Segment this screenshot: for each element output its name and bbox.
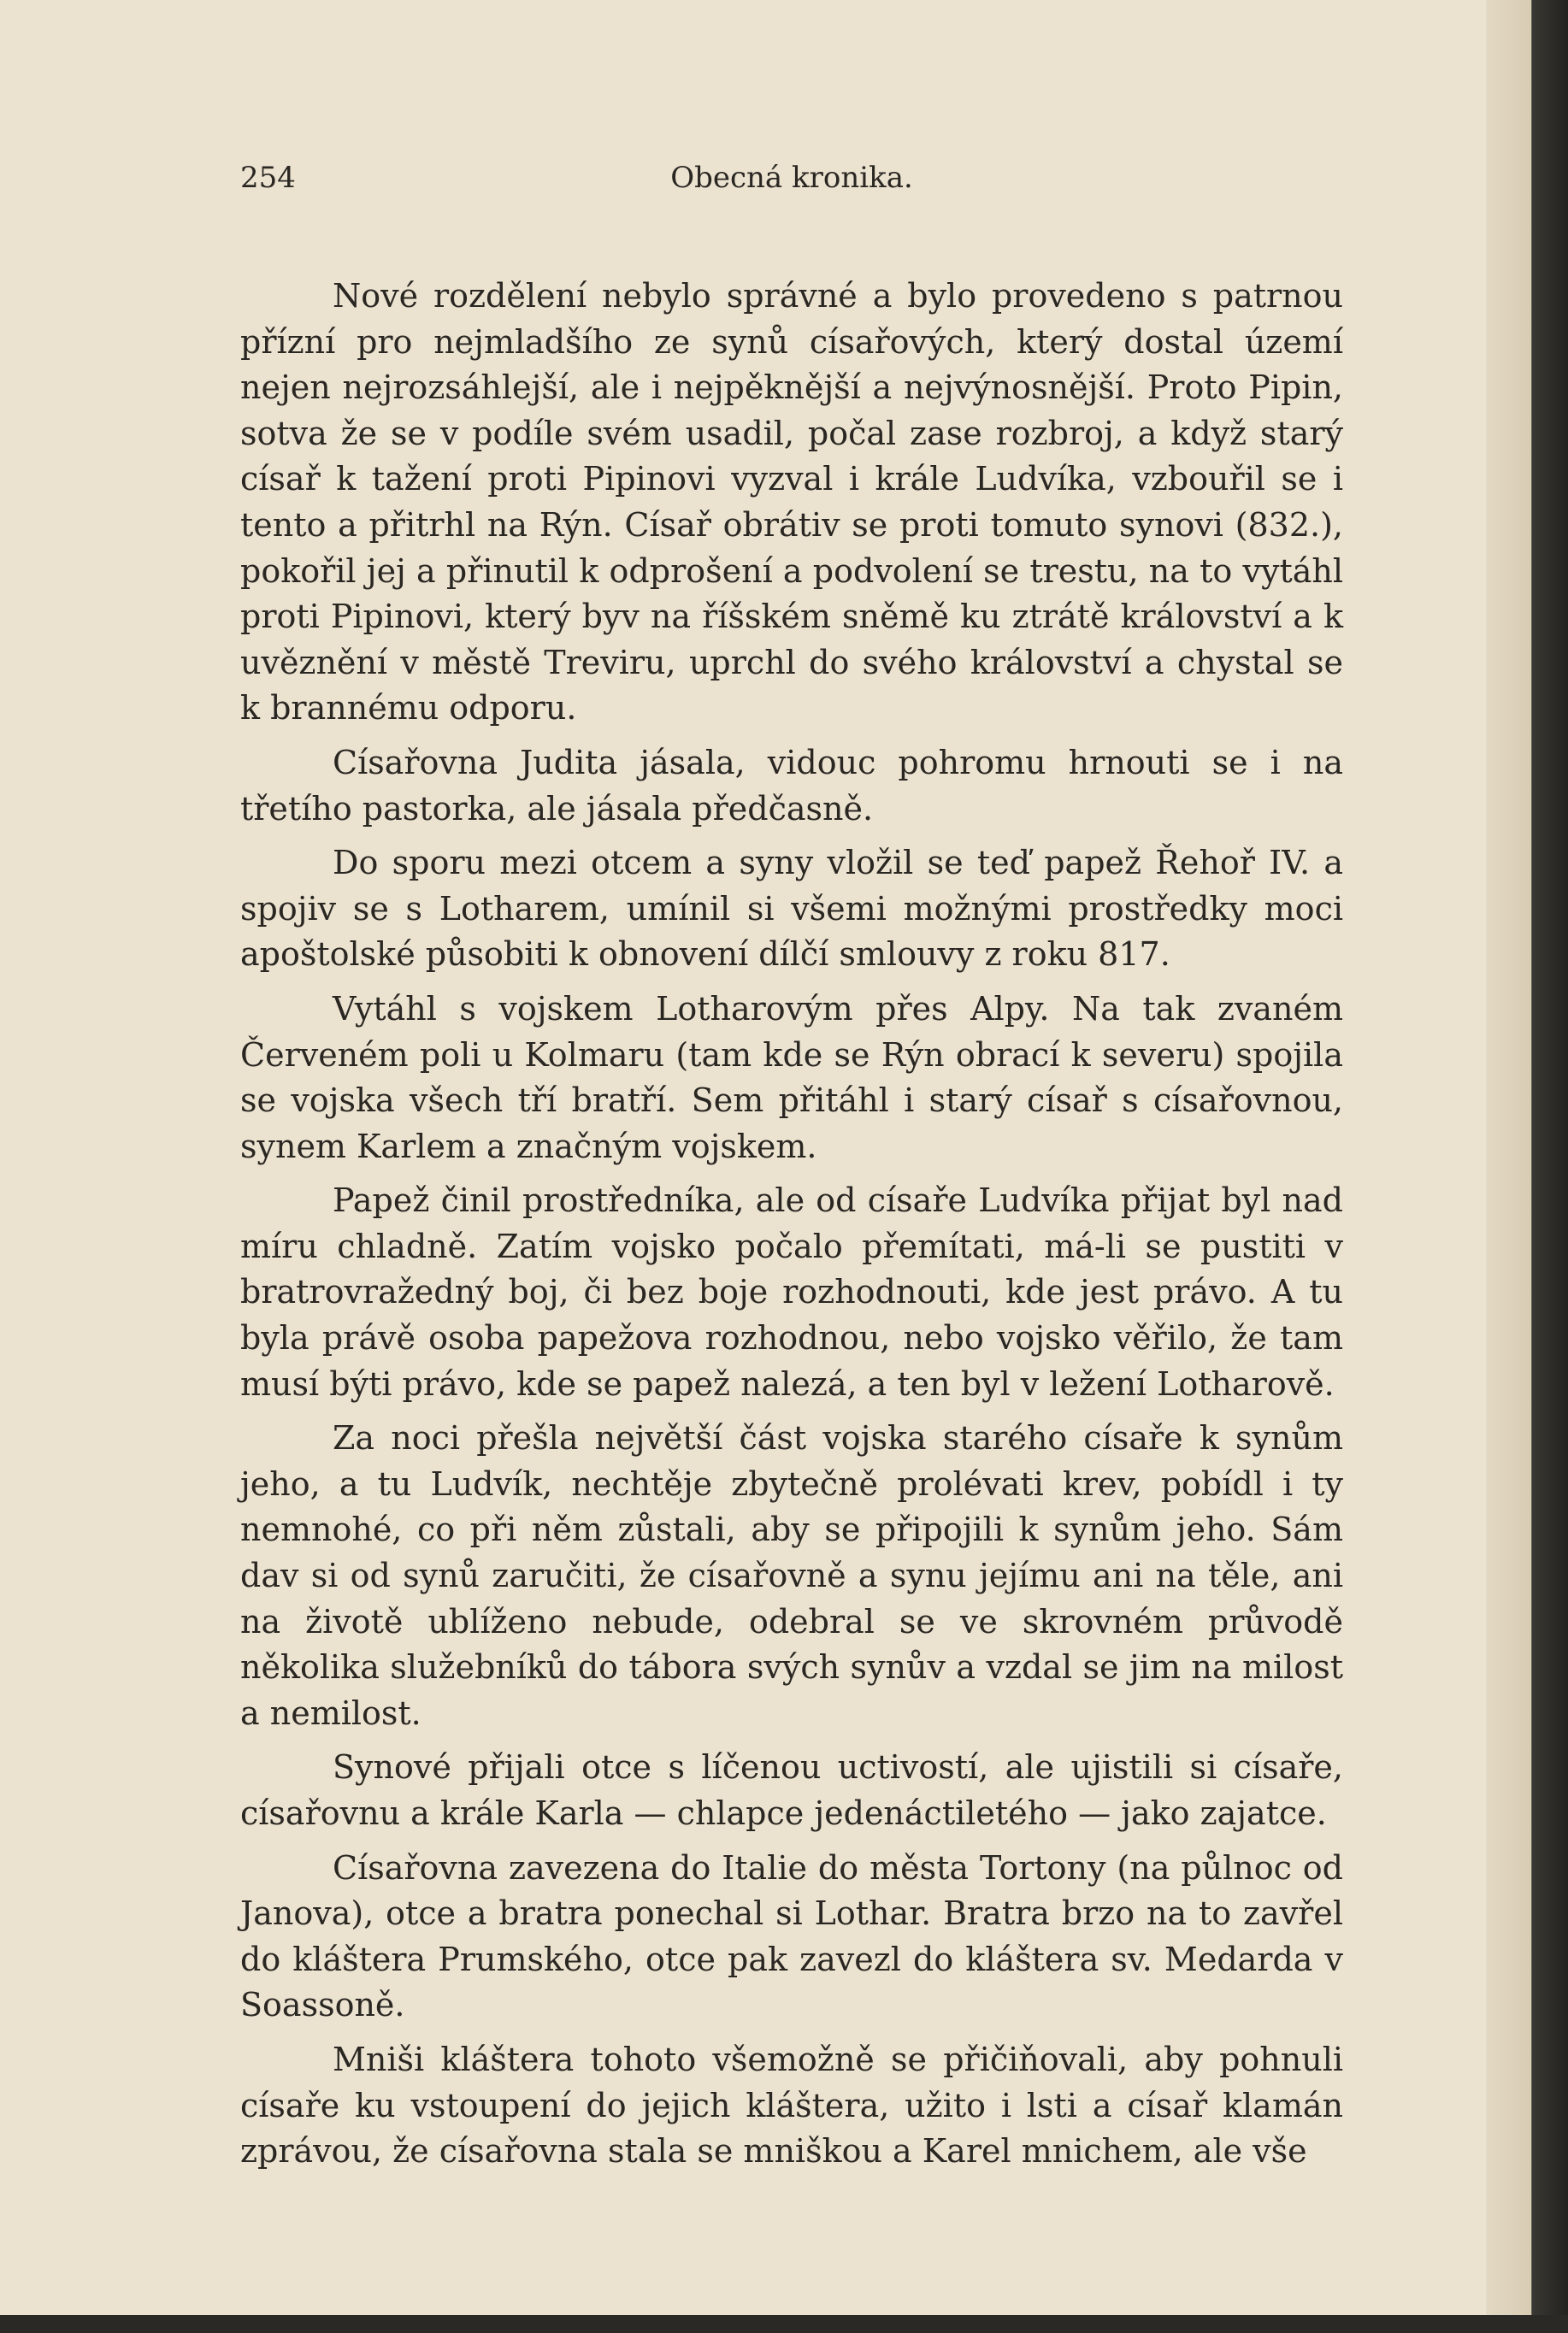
text-block xyxy=(240,152,1343,2175)
paragraph: Za noci přešla největší část vojska starého císaře k synům jeho, a tu Ludvík, nechtěje zbytečně prolévati krev, pobídl i ty nemnohé, co při něm zůstali, aby se připojili k synům jeho. Sám dav si od synů zaručiti, že císařovně a synu jejímu ani na těle, ani na životě ublíženo nebude, odebral se ve skrovném průvodě několika služebníků do tábora svých synův a vzdal se jim na milost a nemilost. xyxy=(240,1419,1343,1732)
page-number: 254 xyxy=(240,161,296,195)
paragraph: Nové rozdělení nebylo správné a bylo provedeno s patrnou přízní pro nejmladšího ze synů císařových, který dostal území nejen nejrozsáhlejší, ale i nejpěknější a nejvýnosnější. Proto Pipin, sotva že se v podíle svém usadil, počal zase rozbroj, a když starý císař k tažení proti Pipinovi vyzval i krále Ludvíka, vzbouřil se i tento a přitrhl na Rýn. Císař obrátiv se proti tomuto synovi (832.), pokořil jej a přinutil k odprošení a podvolení se trestu, na to vytáhl proti Pipinovi, který byv na říšském sněmě ku ztrátě království a k uvěznění v městě Treviru, uprchl do svého království a chystal se k brannému odporu. xyxy=(240,277,1343,728)
body-text xyxy=(240,274,1343,2175)
paragraph: Vytáhl s vojskem Lotharovým přes Alpy. Na tak zvaném Červeném poli u Kolmaru (tam kde se Rýn obrací k severu) spojila se vojska všech tří bratří. Sem přitáhl i starý císař s císařovnou, synem Karlem a značným vojskem. xyxy=(240,989,1343,1165)
page-edge-shadow xyxy=(1486,0,1568,2333)
paragraph: Synové přijali otce s líčenou uctivostí, ale ujistili si císaře, císařovnu a krále Karla — chlapce jedenáctiletého — jako zajatce. xyxy=(240,1748,1343,1832)
paragraph: Císařovna zavezena do Italie do města Tortony (na půlnoc od Janova), otce a bratra ponechal si Lothar. Bratra brzo na to zavřel do kláštera Prumského, otce pak zavezl do kláštera sv. Medarda v Soassoně. xyxy=(240,1848,1343,2024)
page-header xyxy=(240,152,1343,203)
paragraph: Císařovna Judita jásala, vidouc pohromu hrnouti se i na třetího pastorka, ale jásala předčasně. xyxy=(240,743,1343,828)
running-title: Obecná kronika. xyxy=(670,161,913,195)
paragraph: Mniši kláštera tohoto všemožně se přičiňovali, aby pohnuli císaře ku vstoupení do jejich kláštera, užito i lsti a císař klamán zprávou, že císařovna stala se mniškou a Karel mnichem, ale vše xyxy=(240,2040,1343,2171)
paragraph: Papež činil prostředníka, ale od císaře Ludvíka přijat byl nad míru chladně. Zatím vojsko počalo přemítati, má-li se pustiti v bratrovražedný boj, či bez boje rozhodnouti, kde jest právo. A tu byla právě osoba papežova rozhodnou, nebo vojsko věřilo, že tam musí býti právo, kde se papež nalezá, a ten byl v ležení Lotharově. xyxy=(240,1181,1343,1403)
page-bottom-edge xyxy=(0,2315,1568,2333)
paragraph: Do sporu mezi otcem a syny vložil se teď papež Řehoř IV. a spojiv se s Lotharem, umínil si všemi možnými prostředky moci apoštolské působiti k obnovení dílčí smlouvy z roku 817. xyxy=(240,844,1343,974)
